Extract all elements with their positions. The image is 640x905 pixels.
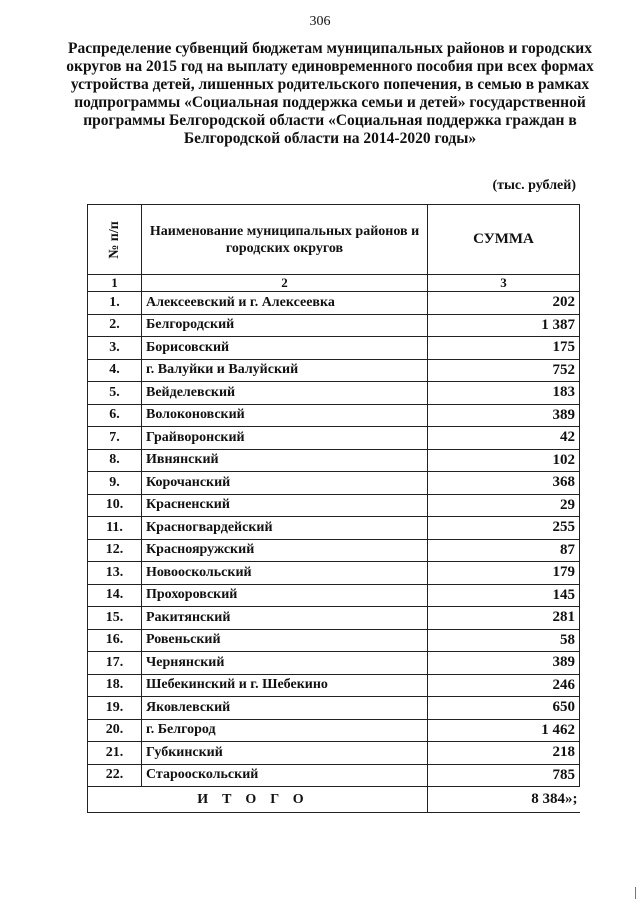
units-label: (тыс. рублей) [492, 178, 576, 193]
row-number: 5. [88, 382, 142, 405]
subsidy-amount: 145 [428, 584, 580, 607]
total-label: ИТОГО [88, 787, 428, 813]
table-row [88, 337, 580, 360]
district-name: Волоконовский [142, 404, 428, 427]
district-name: Новооскольский [142, 562, 428, 585]
subsidy-table [87, 204, 580, 813]
subsidy-amount: 650 [428, 697, 580, 720]
table-row [88, 652, 580, 675]
district-name: Чернянский [142, 652, 428, 675]
row-number: 17. [88, 652, 142, 675]
table-row [88, 674, 580, 697]
district-name: Ракитянский [142, 607, 428, 630]
district-name: Вейделевский [142, 382, 428, 405]
subsidy-amount: 218 [428, 742, 580, 765]
table-row [88, 292, 580, 315]
subsidy-amount: 42 [428, 427, 580, 450]
row-number: 4. [88, 359, 142, 382]
subsidy-amount: 29 [428, 494, 580, 517]
subsidy-amount: 58 [428, 629, 580, 652]
subsidy-amount: 183 [428, 382, 580, 405]
row-number: 3. [88, 337, 142, 360]
subsidy-amount: 87 [428, 539, 580, 562]
district-name: Старооскольский [142, 764, 428, 787]
header-name: Наименование муниципальных районов и городских округов [142, 205, 428, 275]
row-number: 18. [88, 674, 142, 697]
table-row [88, 427, 580, 450]
row-number: 15. [88, 607, 142, 630]
total-row [88, 787, 580, 813]
district-name: Краснояружский [142, 539, 428, 562]
row-number: 20. [88, 719, 142, 742]
district-name: Красненский [142, 494, 428, 517]
row-number: 7. [88, 427, 142, 450]
district-name: Яковлевский [142, 697, 428, 720]
page-number: 306 [309, 14, 331, 29]
table-row [88, 404, 580, 427]
district-name: Грайворонский [142, 427, 428, 450]
row-number: 8. [88, 449, 142, 472]
district-name: г. Валуйки и Валуйский [142, 359, 428, 382]
subsidy-amount: 246 [428, 674, 580, 697]
edge-mark [635, 887, 636, 899]
subsidy-amount: 202 [428, 292, 580, 315]
table-row [88, 494, 580, 517]
district-name: г. Белгород [142, 719, 428, 742]
subsidy-amount: 752 [428, 359, 580, 382]
district-name: Белгородский [142, 314, 428, 337]
subsidy-amount: 1 387 [428, 314, 580, 337]
table-header-row [88, 205, 580, 275]
subsidy-amount: 179 [428, 562, 580, 585]
table-row [88, 472, 580, 495]
subsidy-amount: 389 [428, 652, 580, 675]
header-sum: СУММА [428, 205, 580, 275]
row-number: 2. [88, 314, 142, 337]
row-number: 16. [88, 629, 142, 652]
table-row [88, 764, 580, 787]
subsidy-amount: 102 [428, 449, 580, 472]
district-name: Шебекинский и г. Шебекино [142, 674, 428, 697]
table-row [88, 584, 580, 607]
subsidy-amount: 281 [428, 607, 580, 630]
table-row [88, 562, 580, 585]
row-number: 11. [88, 517, 142, 540]
table-row [88, 742, 580, 765]
row-number: 19. [88, 697, 142, 720]
total-amount: 8 384»; [428, 787, 580, 813]
header-num-label: № п/п [106, 220, 122, 259]
table-body [88, 292, 580, 787]
subsidy-amount: 1 462 [428, 719, 580, 742]
district-name: Борисовский [142, 337, 428, 360]
table-row [88, 449, 580, 472]
district-name: Ровеньский [142, 629, 428, 652]
row-number: 22. [88, 764, 142, 787]
table-row [88, 629, 580, 652]
row-number: 1. [88, 292, 142, 315]
subsidy-amount: 175 [428, 337, 580, 360]
table-row [88, 517, 580, 540]
table-row [88, 607, 580, 630]
district-name: Красногвардейский [142, 517, 428, 540]
column-number: 1 [88, 275, 142, 292]
row-number: 10. [88, 494, 142, 517]
district-name: Губкинский [142, 742, 428, 765]
row-number: 9. [88, 472, 142, 495]
row-number: 14. [88, 584, 142, 607]
header-num [88, 205, 142, 275]
subsidy-amount: 389 [428, 404, 580, 427]
district-name: Прохоровский [142, 584, 428, 607]
district-name: Ивнянский [142, 449, 428, 472]
row-number: 13. [88, 562, 142, 585]
table-row [88, 359, 580, 382]
table-row [88, 382, 580, 405]
table-row [88, 539, 580, 562]
document-title: Распределение субвенций бюджетам муниципальных районов и городских округов на 2015 год на выплату единовременного пособия при всех формах устройства детей, лишенных родительского попечения, в семью в рамках подпрограммы «Социальная поддержка семьи и детей» государственной программы Белгородской области «Социальная поддержка граждан в Белгородской области на 2014-2020 годы» [66, 40, 594, 147]
column-number-row [88, 275, 580, 292]
column-number: 2 [142, 275, 428, 292]
row-number: 12. [88, 539, 142, 562]
row-number: 21. [88, 742, 142, 765]
district-name: Корочанский [142, 472, 428, 495]
row-number: 6. [88, 404, 142, 427]
table-row [88, 314, 580, 337]
district-name: Алексеевский и г. Алексеевка [142, 292, 428, 315]
column-number: 3 [428, 275, 580, 292]
table-row [88, 697, 580, 720]
subsidy-amount: 785 [428, 764, 580, 787]
table-row [88, 719, 580, 742]
subsidy-amount: 255 [428, 517, 580, 540]
subsidy-amount: 368 [428, 472, 580, 495]
